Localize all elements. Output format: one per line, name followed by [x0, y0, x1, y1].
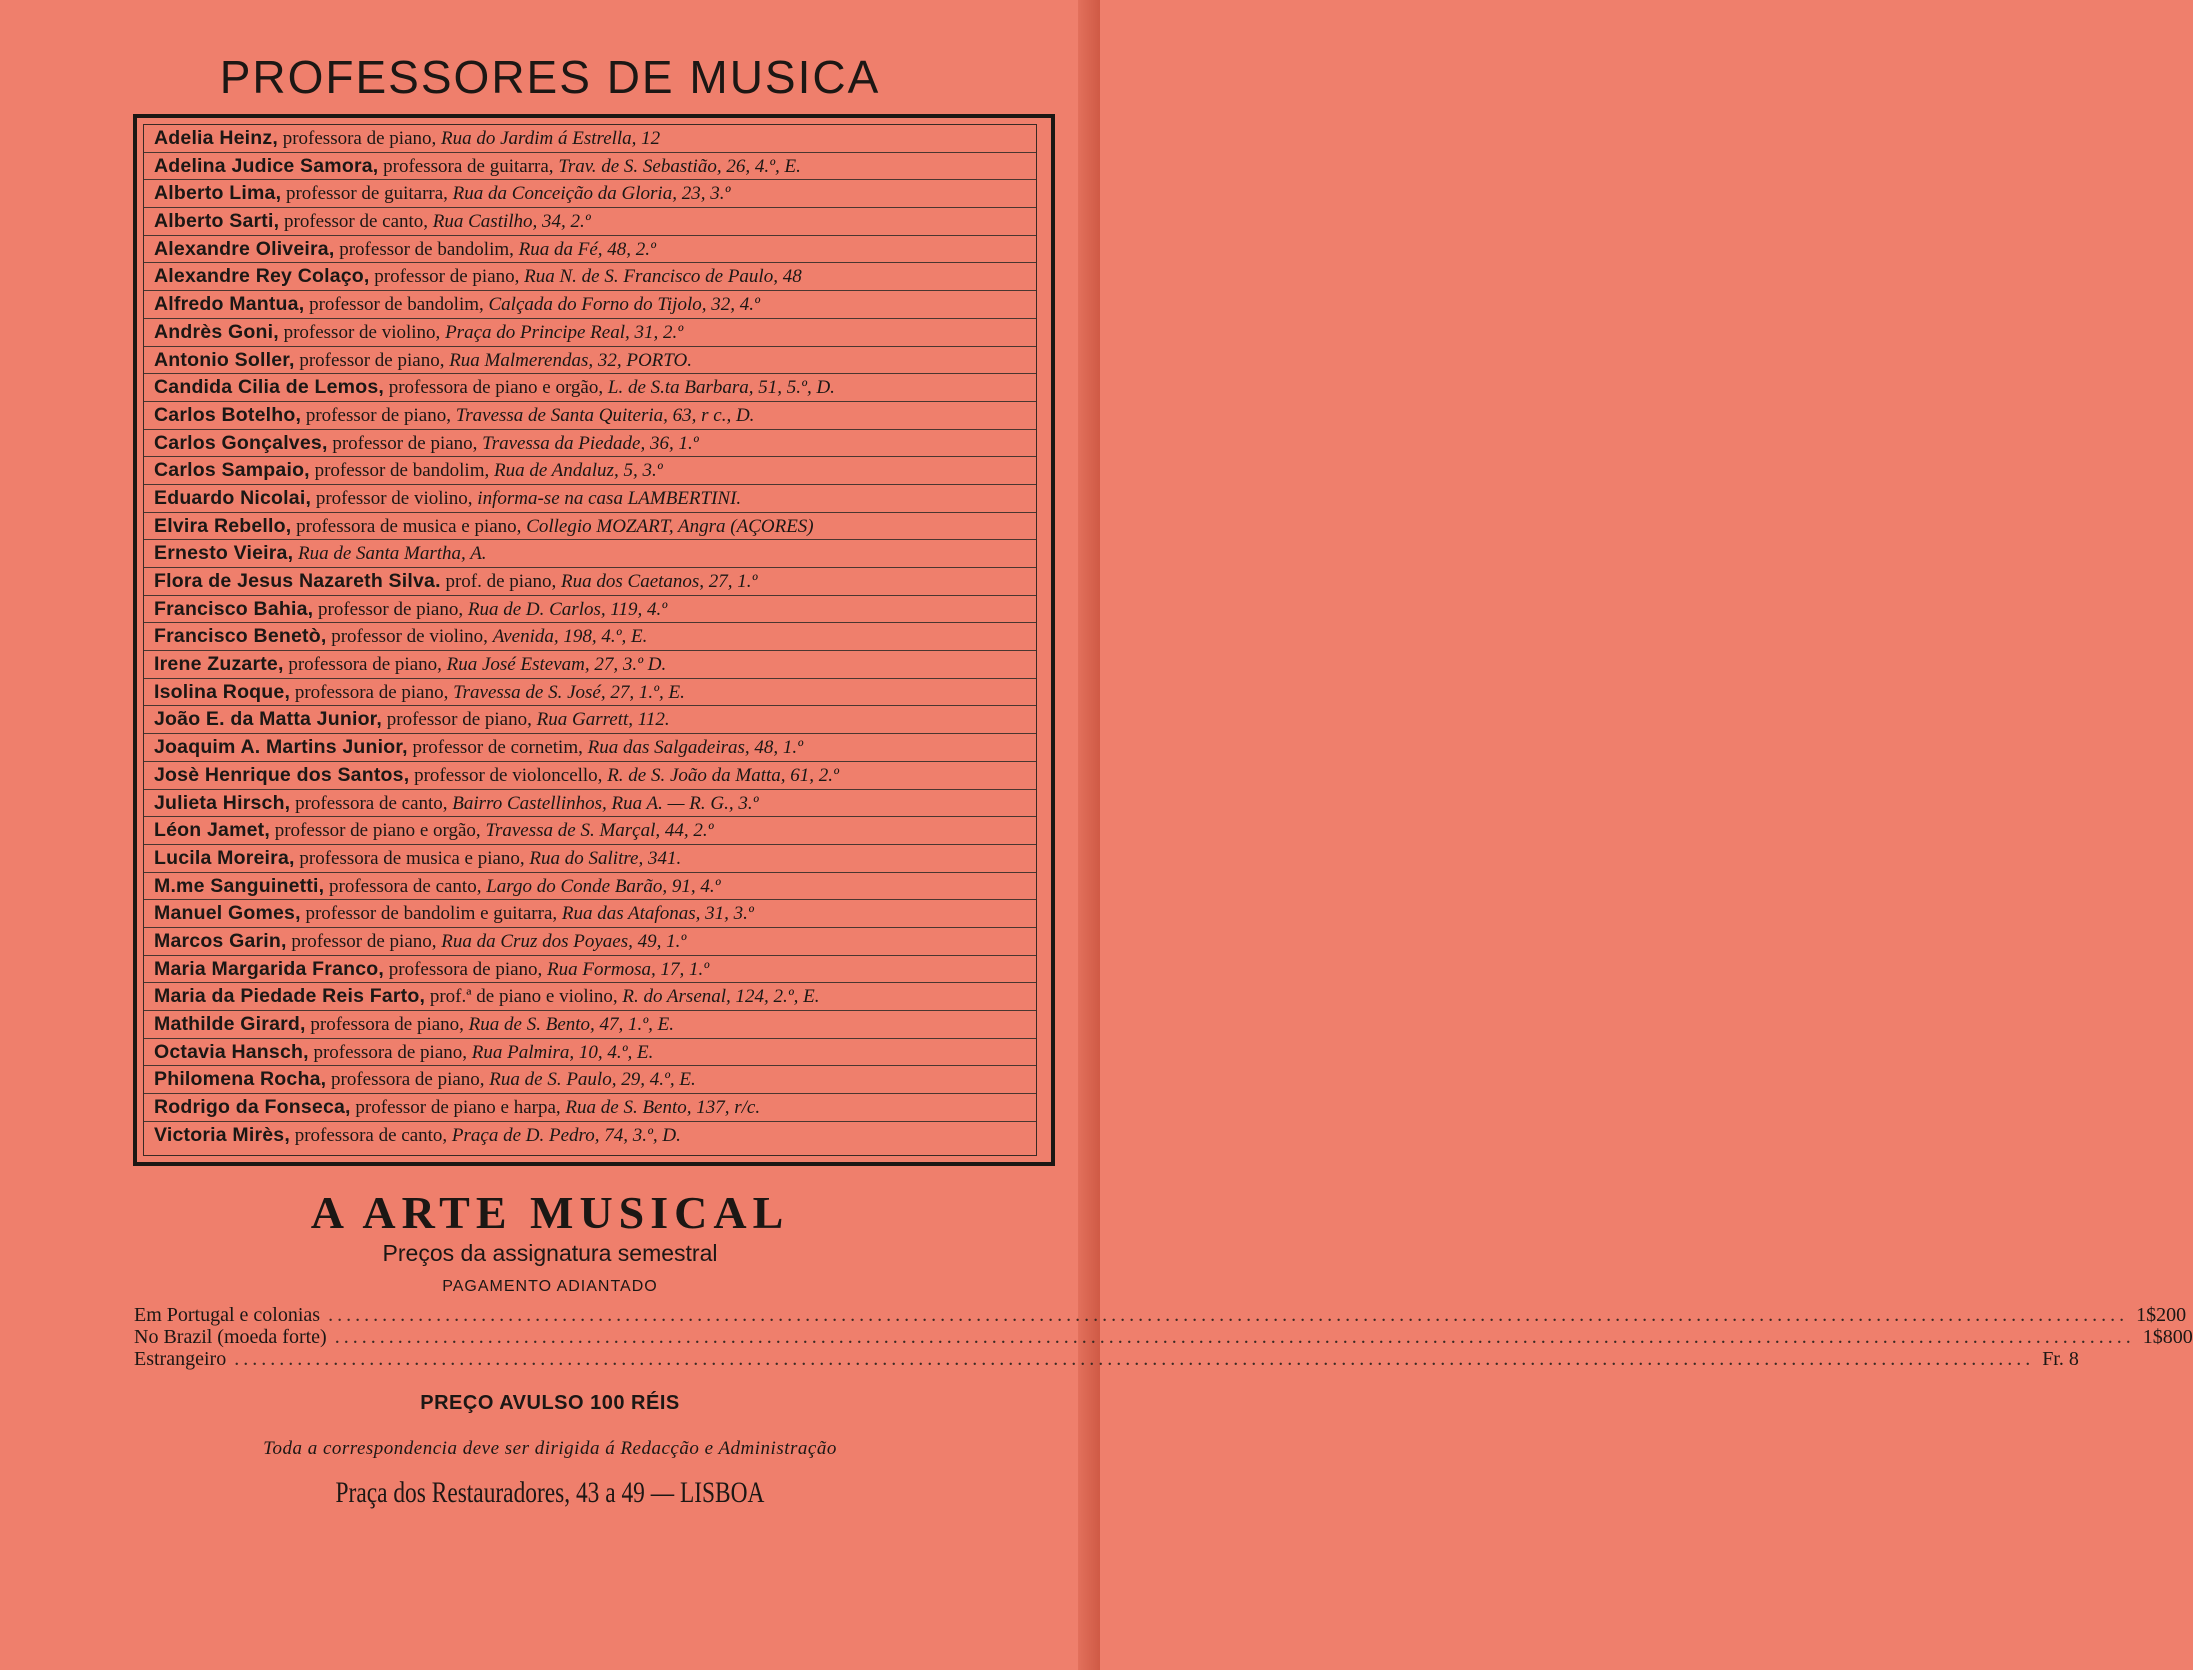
teacher-address: Largo do Conde Barão, 91, 4.º	[486, 875, 721, 897]
teacher-description: professor de bandolim,	[309, 294, 484, 316]
teacher-name: Eduardo Nicolai,	[154, 486, 312, 509]
teacher-description: professora de canto,	[295, 792, 448, 814]
price-row	[134, 1326, 2193, 1348]
teacher-description: professora de canto,	[329, 875, 482, 897]
teacher-address: R. de S. João da Matta, 61, 2.º	[607, 764, 839, 786]
price-label: Em Portugal e colonias	[134, 1304, 321, 1326]
teacher-description: professor de bandolim e guitarra,	[305, 903, 558, 925]
teacher-description: professor de piano e orgão,	[274, 820, 481, 842]
directory-entry	[144, 319, 1036, 347]
teacher-address: Rua Palmira, 10, 4.º, E.	[471, 1041, 654, 1063]
teacher-name: João E. da Matta Junior,	[154, 708, 383, 731]
directory-entry	[144, 734, 1036, 762]
dot-leader: ........................................................................................................................................................................................................	[234, 1348, 2035, 1370]
teacher-name: Isolina Roque,	[154, 680, 291, 703]
directory-entry	[144, 956, 1036, 984]
teacher-address: Rua do Jardim á Estrella, 12	[441, 128, 661, 149]
teacher-name: Flora de Jesus Nazareth Silva.	[154, 570, 441, 592]
teacher-name: Alfredo Mantua,	[154, 293, 305, 316]
directory-entry	[144, 873, 1036, 901]
directory-entry	[144, 651, 1036, 679]
teacher-address: L. de S.ta Barbara, 51, 5.º, D.	[607, 377, 835, 399]
teacher-name: Adelina Judice Samora,	[154, 154, 379, 177]
teacher-address: Rua de S. Bento, 47, 1.º, E.	[468, 1014, 675, 1035]
teacher-description: professor de piano,	[299, 349, 445, 371]
magazine-title: A ARTE MUSICAL	[310, 1187, 790, 1238]
directory-entry	[144, 845, 1036, 873]
price-label: Estrangeiro	[134, 1348, 227, 1370]
price-row	[134, 1304, 2187, 1326]
teacher-address: Praça do Principe Real, 31, 2.º	[445, 321, 684, 343]
teacher-name: Joaquim A. Martins Junior,	[154, 736, 408, 759]
teacher-description: professor de guitarra,	[285, 183, 448, 205]
price-label: No Brazil (moeda forte)	[134, 1326, 327, 1348]
teacher-description: professora de musica e piano,	[299, 847, 525, 869]
directory-entry	[144, 291, 1036, 319]
teacher-address: Rua José Estevam, 27, 3.º D.	[446, 654, 667, 676]
teacher-address: Rua de Andaluz, 5, 3.º	[493, 460, 663, 482]
teacher-address: Rua de Santa Martha, A.	[297, 543, 487, 565]
teacher-description: professor de violino,	[331, 626, 488, 648]
teacher-name: Antonio Soller,	[154, 348, 295, 371]
teacher-address: Rua de D. Carlos, 119, 4.º	[467, 598, 668, 620]
teacher-address: Rua Garrett, 112.	[536, 709, 670, 731]
directory-entry	[144, 208, 1036, 236]
teacher-description: professora de piano,	[294, 681, 449, 703]
teacher-name: Alberto Lima,	[154, 182, 282, 205]
teacher-address: Rua da Fé, 48, 2.º	[518, 238, 656, 260]
teacher-name: Maria Margarida Franco,	[154, 957, 385, 980]
teacher-address: Rua Castilho, 34, 2.º	[432, 211, 591, 233]
teacher-description: professora de musica e piano,	[296, 515, 522, 537]
teacher-address: Praça de D. Pedro, 74, 3.º, D.	[451, 1124, 681, 1146]
teacher-name: Alexandre Oliveira,	[154, 237, 335, 260]
directory-entry	[144, 430, 1036, 458]
teacher-description: professor de piano,	[318, 598, 464, 620]
teacher-description: professor de violino,	[283, 321, 441, 343]
directory-entry	[144, 540, 1036, 568]
teacher-name: Francisco Bahia,	[154, 597, 314, 620]
directory-entry	[144, 263, 1036, 291]
teacher-name: Octavia Hansch,	[154, 1040, 309, 1063]
payment-note: PAGAMENTO ADIANTADO	[442, 1278, 658, 1295]
directory-entry	[144, 180, 1036, 208]
directory-entry	[144, 596, 1036, 624]
teacher-description: professora de piano,	[310, 1014, 464, 1035]
directory-box	[133, 114, 1055, 1166]
directory-entry	[144, 1066, 1036, 1094]
teacher-description: professor de canto,	[284, 211, 429, 233]
teacher-address: Rua de S. Bento, 137, r/c.	[565, 1097, 761, 1119]
teacher-name: Victoria Mirès,	[154, 1123, 290, 1146]
teacher-description: professor de violino,	[315, 487, 473, 509]
directory-entry	[144, 817, 1036, 845]
teacher-description: prof. de piano,	[445, 571, 557, 592]
price-value: Fr. 8	[2042, 1348, 2079, 1370]
teacher-name: Carlos Botelho,	[154, 403, 302, 426]
teacher-name: Andrès Goni,	[154, 320, 279, 343]
directory-entry	[144, 125, 1036, 153]
teacher-address: Rua das Salgadeiras, 48, 1.º	[587, 737, 804, 759]
teacher-name: Ernesto Vieira,	[154, 542, 294, 565]
teacher-description: professor de piano,	[332, 432, 478, 454]
teacher-description: professora de piano e orgão,	[388, 377, 604, 399]
teacher-address: Rua da Cruz dos Poyaes, 49, 1.º	[441, 930, 687, 952]
dot-leader: ........................................................................................................................................................................................................	[334, 1326, 2135, 1348]
directory-entry	[144, 457, 1036, 485]
directory-entry	[144, 983, 1036, 1011]
directory-entry	[144, 1011, 1036, 1039]
directory-entry	[144, 706, 1036, 734]
directory-entry	[144, 485, 1036, 513]
page-title: PROFESSORES DE MUSICA	[219, 51, 881, 103]
teacher-description: professora de canto,	[294, 1124, 448, 1146]
teacher-address: Rua da Conceição da Gloria, 23, 3.º	[452, 183, 731, 205]
teacher-name: Alexandre Rey Colaço,	[154, 265, 370, 288]
correspondence-note: Toda a correspondencia deve ser dirigida á Redacção e Administração	[263, 1438, 837, 1459]
directory-entry	[144, 236, 1036, 264]
teacher-address: Rua N. de S. Francisco de Paulo, 48	[524, 266, 802, 288]
directory-entry	[144, 374, 1036, 402]
teacher-name: Elvira Rebello,	[154, 514, 292, 537]
dot-leader: ........................................................................................................................................................................................................	[328, 1304, 2129, 1326]
teacher-description: professor de bandolim,	[339, 238, 514, 260]
teacher-address: Travessa de S. Marçal, 44, 2.º	[485, 820, 714, 842]
teacher-description: professora de piano,	[388, 958, 543, 980]
teacher-description: professor de cornetim,	[412, 737, 583, 759]
teacher-description: professora de piano,	[288, 654, 442, 676]
subscription-heading: Preços da assignatura semestral	[382, 1240, 718, 1266]
directory-list	[144, 125, 1036, 1149]
price-list	[134, 1304, 2193, 1370]
teacher-address: Bairro Castellinhos, Rua A. — R. G., 3.º	[452, 792, 759, 814]
teacher-description: professora de piano,	[331, 1069, 485, 1091]
teacher-address: Travessa de Santa Quiteria, 63, r c., D.	[455, 404, 755, 426]
price-row	[134, 1348, 2079, 1370]
teacher-name: Alberto Sarti,	[154, 210, 280, 233]
teacher-address: Collegio MOZART, Angra (AÇORES)	[526, 515, 814, 537]
teacher-description: professor de piano e harpa,	[355, 1097, 561, 1119]
teacher-name: Rodrigo da Fonseca,	[154, 1096, 351, 1119]
teacher-description: professora de piano,	[313, 1041, 468, 1063]
directory-entry	[144, 623, 1036, 651]
teacher-name: Irene Zuzarte,	[154, 653, 284, 676]
directory-entry	[144, 402, 1036, 430]
teacher-description: professor de piano,	[374, 266, 520, 288]
teacher-name: Julieta Hirsch,	[154, 791, 291, 814]
teacher-address: Travessa de S. José, 27, 1.º, E.	[453, 681, 685, 703]
teacher-address: Rua de S. Paulo, 29, 4.º, E.	[489, 1069, 696, 1091]
teacher-name: M.me Sanguinetti,	[154, 874, 325, 897]
teacher-name: Francisco Benetò,	[154, 625, 327, 648]
teacher-name: Lucila Moreira,	[154, 846, 295, 869]
teacher-name: Manuel Gomes,	[154, 902, 301, 925]
teacher-name: Josè Henrique dos Santos,	[154, 763, 410, 786]
teacher-name: Carlos Sampaio,	[154, 459, 310, 482]
teacher-name: Candida Cilia de Lemos,	[154, 376, 384, 399]
teacher-address: informa-se na casa LAMBERTINI.	[477, 487, 742, 509]
teacher-address: Rua das Atafonas, 31, 3.º	[561, 903, 754, 925]
teacher-name: Carlos Gonçalves,	[154, 431, 328, 454]
teacher-description: professor de violoncello,	[414, 764, 603, 786]
teacher-description: professor de piano,	[305, 404, 451, 426]
teacher-address: Travessa da Piedade, 36, 1.º	[482, 432, 699, 454]
teacher-address: Avenida, 198, 4.º, E.	[492, 626, 648, 648]
directory-inner-frame	[143, 124, 1037, 1156]
teacher-description: prof.ª de piano e violino,	[429, 986, 618, 1008]
teacher-description: professor de piano,	[291, 930, 437, 952]
directory-entry	[144, 928, 1036, 956]
teacher-address: Rua dos Caetanos, 27, 1.º	[561, 571, 758, 592]
publisher-address: Praça dos Restauradores, 43 a 49 — LISBOA	[335, 1476, 765, 1509]
directory-entry	[144, 790, 1036, 818]
single-issue-price: PREÇO AVULSO 100 RÉIS	[420, 1392, 680, 1414]
teacher-address: Rua Malmerendas, 32, PORTO.	[449, 349, 692, 371]
directory-entry	[144, 679, 1036, 707]
directory-entry	[144, 513, 1036, 541]
teacher-address: Rua do Salitre, 341.	[529, 847, 682, 869]
directory-entry	[144, 1122, 1036, 1150]
directory-entry	[144, 568, 1036, 596]
teacher-description: professor de bandolim,	[314, 460, 490, 482]
directory-entry	[144, 762, 1036, 790]
teacher-name: Maria da Piedade Reis Farto,	[154, 985, 426, 1008]
price-value: 1$800	[2142, 1326, 2193, 1348]
teacher-address: Calçada do Forno do Tijolo, 32, 4.º	[488, 294, 760, 316]
teacher-name: Léon Jamet,	[154, 819, 270, 842]
price-value: 1$200	[2136, 1304, 2187, 1326]
teacher-description: professora de guitarra,	[383, 155, 554, 177]
directory-entry	[144, 1094, 1036, 1122]
teacher-name: Mathilde Girard,	[154, 1013, 306, 1035]
teacher-description: professora de piano,	[282, 128, 437, 149]
teacher-name: Philomena Rocha,	[154, 1068, 327, 1091]
directory-entry	[144, 1039, 1036, 1067]
teacher-address: Rua Formosa, 17, 1.º	[547, 958, 710, 980]
teacher-address: R. do Arsenal, 124, 2.º, E.	[622, 986, 820, 1008]
teacher-description: professor de piano,	[386, 709, 532, 731]
teacher-name: Adelia Heinz,	[154, 127, 278, 149]
teacher-name: Marcos Garin,	[154, 929, 287, 952]
teacher-address: Trav. de S. Sebastião, 26, 4.º, E.	[558, 155, 801, 177]
directory-entry	[144, 153, 1036, 181]
directory-entry	[144, 900, 1036, 928]
directory-entry	[144, 347, 1036, 375]
page-edge	[1078, 0, 1100, 1670]
